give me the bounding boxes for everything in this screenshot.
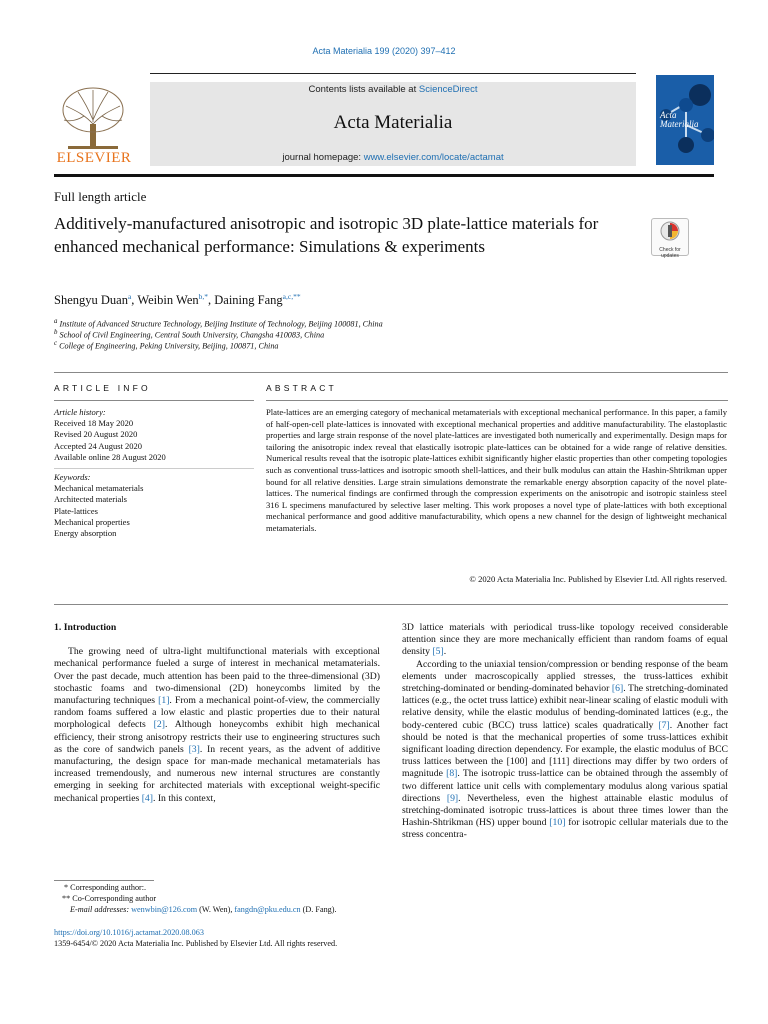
section-rule	[54, 604, 728, 605]
citation-link[interactable]: [4]	[141, 792, 153, 804]
author-sup[interactable]: a	[127, 292, 132, 301]
paragraph: According to the uniaxial tension/compression or bending response of the beam elements under macroscopically applied stresses, the truss-lattices exhibit stretching-dominated or bending-dominated behavior [6]. The stretching-dominated lattices (e.g., the octet truss lattice) exhibit near-linear scaling of elastic moduli with relative density, while the elastic modulus of bending-dominated lattices (e.g., the body-centered cubic (BCC) truss lattice) scales quadratically [7]. Another fact should be noted is that the mechanical properties of some truss-lattices exhibit significant loading direction dependency. For example, the elastic modulus of BCC truss lattices between the [100] and [111] directions may differ by two orders of magnitude [8]. The isotropic truss-lattice can be obtained through the assembly of two different lattice unit cells with complementary modulus along various spatial directions [9]. Nevertheless, even the highest attainable elastic modulus of stretching-dominated isotropic truss-lattices is about three times lower than the Hashin-Shtrikman (HS) upper bound [10] for isotropic cellular materials due to the stress concentra-	[402, 658, 729, 841]
article-type: Full length article	[54, 189, 147, 204]
article-info-heading: ARTICLE INFO	[54, 383, 151, 393]
author-sup[interactable]: b,*	[198, 292, 208, 301]
elsevier-logo	[54, 80, 134, 168]
header-thick-rule	[54, 174, 714, 177]
keyword[interactable]: Plate-lattices	[54, 505, 98, 516]
header-rule	[150, 73, 636, 74]
keyword[interactable]: Mechanical properties	[54, 516, 130, 527]
email-link[interactable]: fangdn@pku.edu.cn	[234, 905, 301, 914]
crossmark-icon	[652, 219, 688, 243]
section-heading: 1. Introduction	[54, 622, 117, 633]
keyword[interactable]: Mechanical metamaterials	[54, 483, 144, 494]
homepage-link[interactable]: www.elsevier.com/locate/actamat	[363, 152, 504, 163]
author-name[interactable]: Shengyu Duan	[54, 293, 128, 308]
co-corresponding-footnote: ** Co-Corresponding author	[62, 894, 157, 903]
abstract-heading: ABSTRACT	[266, 383, 337, 393]
article-title: Additively-manufactured anisotropic and isotropic 3D plate-lattice materials for enhanced mechanical performance: Simulations & experiments	[54, 214, 599, 256]
journal-banner	[150, 82, 636, 166]
abstract-rule	[266, 400, 728, 401]
journal-cover[interactable]	[656, 75, 714, 165]
doi-link[interactable]: https://doi.org/10.1016/j.actamat.2020.08.063	[54, 928, 204, 937]
author-name[interactable]: Weibin Wen	[137, 293, 199, 308]
left-column	[54, 622, 380, 805]
citation-link[interactable]: [1]	[158, 695, 170, 707]
journal-title: Acta Materialia	[333, 112, 453, 133]
author-list: Shengyu Duan$^a$, Weibin Wen$^{b,*}$, Daining Fang$^{a,c,**}$	[54, 292, 301, 308]
author-sup[interactable]: a,c,**	[282, 292, 301, 301]
citation-link[interactable]: [6]	[611, 683, 624, 695]
crossmark-label: Check for updates	[659, 247, 681, 259]
cover-title: Acta Materialia	[660, 110, 699, 129]
journal-reference[interactable]: Acta Materialia 199 (2020) 397–412	[312, 46, 456, 56]
homepage-line: journal homepage: www.elsevier.com/locate/actamat	[282, 152, 504, 163]
affiliation: $^a$ Institute of Advanced Structure Technology, Beijing Institute of Technology, Beijing 100081, China	[54, 318, 383, 329]
sciencedirect-link[interactable]: ScienceDirect	[418, 84, 478, 95]
citation-link[interactable]: [10]	[549, 817, 566, 829]
abstract-text: Plate-lattices are an emerging category of mechanical metamaterials with exceptional mechanical performance. In this paper, a family of half-open-cell plate-lattices is innovated with exceptional mechanical properties and additive manufacturability. The elastoplastic properties and large strain response of the novel plate-lattices are investigated both numerically and experimentally. Design maps for tailoring the anisotropic index reveal that elastically isotropic plate-lattices can be obtained for a wide range of relative densities. Numerical results reveal that the isotropic plate-lattices exhibit significantly higher elastic properties than other competing topologies such as conventional truss-lattices and isotropic smooth shell-lattices, and their bulk modulus can attain the Hashin-Shtrikman upper bound for all relative densities. Large strain simulations demonstrate the remarkable energy absorption capacity of the novel plate-lattices. The numerical findings are confirmed through the compression experiments on the anisotropic and isotropic stainless steel 316 L specimens manufactured by selective laser melting. This work proposes a novel type of plate-lattices with both exceptional mechanical performance and good additive manufacturability, which opens a new channel for the design of lightweight mechanical metamaterials.	[266, 407, 727, 533]
email-link[interactable]: wenwbin@126.com	[131, 905, 198, 914]
affiliation: $^b$ School of Civil Engineering, Central South University, Changsha 410083, China	[54, 329, 325, 340]
keyword[interactable]: Energy absorption	[54, 528, 117, 539]
abstract-copyright: © 2020 Acta Materialia Inc. Published by Elsevier Ltd. All rights reserved.	[469, 574, 727, 584]
issn-line: 1359-6454/© 2020 Acta Materialia Inc. Published by Elsevier Ltd. All rights reserved.	[54, 939, 338, 948]
keywords: Keywords: Mechanical metamaterials Architected materials Plate-lattices Mechanical properties Energy absorption	[54, 472, 254, 539]
footnote-rule	[54, 880, 154, 881]
section-rule	[54, 372, 728, 373]
info-rule	[54, 400, 254, 401]
author-name[interactable]: Daining Fang	[214, 293, 283, 308]
right-column	[402, 622, 728, 842]
email-footnote: E-mail addresses: wenwbin@126.com (W. Wen), fangdn@pku.edu.cn (D. Fang).	[70, 905, 337, 914]
info-divider	[54, 468, 254, 469]
paragraph: 3D lattice materials with periodical truss-like topology received considerable attention since they are more mechanically efficient than random foams of equal density [5].	[402, 622, 728, 658]
citation-link[interactable]: [9]	[446, 792, 459, 804]
crossmark-badge[interactable]	[651, 218, 689, 259]
citation-link[interactable]: [7]	[658, 719, 670, 731]
article-history: Article history: Received 18 May 2020 Revised 20 August 2020 Accepted 24 August 2020 Available online 28 August 2020	[54, 407, 166, 462]
citation-link[interactable]: [8]	[446, 768, 458, 780]
citation-link[interactable]: [3]	[188, 743, 200, 755]
contents-line: Contents lists available at ScienceDirect	[308, 84, 478, 95]
citation-link[interactable]: [5]	[432, 646, 444, 658]
corresponding-footnote: * Corresponding author:.	[64, 883, 147, 892]
affiliation: $^c$ College of Engineering, Peking University, Beijing, 100871, China	[54, 340, 279, 351]
keyword[interactable]: Architected materials	[54, 494, 127, 505]
paragraph: The growing need of ultra-light multifunctional materials with exceptional mechanical performance fueled a surge of interest in mechanical metamaterials. Over the past decade, much attention has been paid to the three-dimensional (3D) stochastic foams and two-dimensional (2D) honeycombs limited by the manufacturing techniques [1]. From a mechanical point-of-view, the commercially random foams suffered a low elastic and plastic properties due to their natural morphological defects [2]. Although honeycombs exhibit high mechanical efficiency, their strong anisotropy restricts their use to engineering structures such as the core of sandwich panels [3]. In recent years, as the advent of additive manufacturing, the design space for man-made mechanical metamaterials has increased tremendously, and numerous new internal structures are constantly emerging in seeking for architected materials with exceptional weight-specific mechanical properties [4]. In this context,	[54, 646, 381, 804]
citation-link[interactable]: [2]	[153, 719, 165, 731]
publisher-logo-text: ELSEVIER	[56, 150, 132, 166]
